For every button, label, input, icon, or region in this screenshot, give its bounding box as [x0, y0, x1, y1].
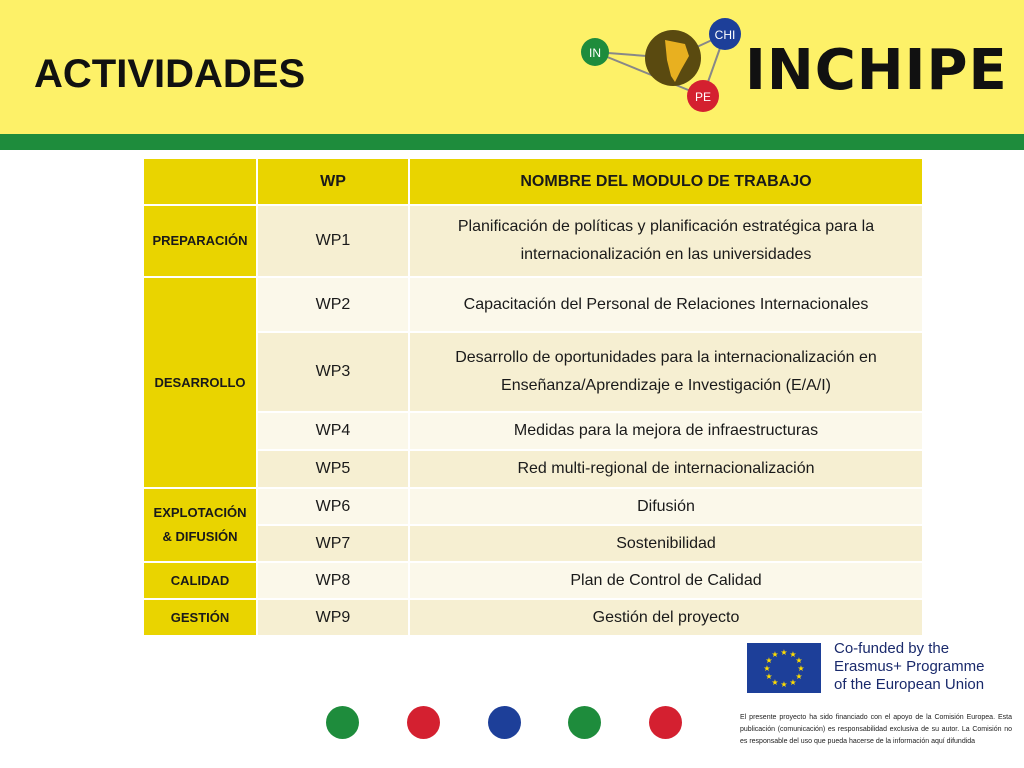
header-divider [0, 134, 1024, 150]
wp-name: Desarrollo de oportunidades para la internacionalización en Enseñanza/Aprendizaje e Investigación (E/A/I) [409, 332, 923, 412]
table-row [143, 450, 923, 488]
decorative-dot [568, 706, 601, 739]
svg-text:★: ★ [795, 672, 803, 681]
wp-code: WP4 [257, 412, 409, 450]
header-wp: WP [257, 158, 409, 205]
wp-name: Capacitación del Personal de Relaciones Internacionales [409, 277, 923, 332]
table-row [143, 205, 923, 277]
wp-name: Plan de Control de Calidad [409, 562, 923, 599]
inchipe-logo [575, 12, 1015, 122]
header-phase [143, 158, 257, 205]
eu-line: of the European Union [834, 676, 985, 693]
eu-stars-icon [747, 643, 821, 693]
eu-flag-icon [747, 643, 821, 693]
wp-code: WP7 [257, 525, 409, 562]
phase-desarrollo: DESARROLLO [143, 277, 257, 488]
decorative-dot [326, 706, 359, 739]
wp-name: Difusión [409, 488, 923, 525]
svg-text:★: ★ [789, 678, 797, 687]
wp-code: WP3 [257, 332, 409, 412]
header-module-name: NOMBRE DEL MODULO DE TRABAJO [409, 158, 923, 205]
svg-text:★: ★ [765, 672, 773, 681]
svg-text:★: ★ [780, 648, 788, 657]
phase-preparacion: PREPARACIÓN [143, 205, 257, 277]
table-row [143, 599, 923, 636]
table-row [143, 525, 923, 562]
wp-code: WP5 [257, 450, 409, 488]
page-title: ACTIVIDADES [34, 52, 306, 96]
svg-text:★: ★ [789, 650, 797, 659]
svg-text:★: ★ [797, 664, 805, 673]
wp-code: WP9 [257, 599, 409, 636]
wp-code: WP1 [257, 205, 409, 277]
svg-text:★: ★ [795, 656, 803, 665]
svg-text:★: ★ [765, 656, 773, 665]
logo-badge-in: IN [589, 46, 601, 60]
table-row [143, 412, 923, 450]
svg-text:★: ★ [763, 664, 771, 673]
decorative-dot [407, 706, 440, 739]
wp-name: Red multi-regional de internacionalización [409, 450, 923, 488]
eu-cofunded-text [834, 640, 984, 694]
svg-text:★: ★ [771, 650, 779, 659]
eu-line: Erasmus+ Programme [834, 658, 985, 675]
eu-line: Co-funded by the [834, 640, 950, 657]
wp-code: WP6 [257, 488, 409, 525]
phase-calidad: CALIDAD [143, 562, 257, 599]
svg-text:★: ★ [771, 678, 779, 687]
svg-text:★: ★ [780, 680, 788, 689]
wp-code: WP8 [257, 562, 409, 599]
decorative-dot [488, 706, 521, 739]
table-row [143, 277, 923, 332]
eu-disclaimer: El presente proyecto ha sido financiado con el apoyo de la Comisión Europea. Esta publicación (comunicación) es responsabilidad exclusiva de su autor. La Comisión no es responsable del uso que pueda hacerse de la información aquí difundida [740, 714, 1012, 745]
table-row [143, 488, 923, 525]
table-header-row [143, 158, 923, 205]
table-row [143, 332, 923, 412]
wp-code: WP2 [257, 277, 409, 332]
wp-name: Gestión del proyecto [409, 599, 923, 636]
table-row [143, 562, 923, 599]
wp-name: Medidas para la mejora de infraestructuras [409, 412, 923, 450]
decorative-dot [649, 706, 682, 739]
logo-badge-chi: CHI [714, 28, 736, 42]
wp-name: Sostenibilidad [409, 525, 923, 562]
phase-explotacion: EXPLOTACIÓN & DIFUSIÓN [143, 488, 257, 562]
logo-badge-pe: PE [694, 90, 712, 104]
logo-wordmark: INCHIPE [745, 38, 1008, 103]
wp-name: Planificación de políticas y planificación estratégica para la internacionalización en las universidades [409, 205, 923, 277]
phase-gestion: GESTIÓN [143, 599, 257, 636]
activities-table [142, 157, 924, 637]
